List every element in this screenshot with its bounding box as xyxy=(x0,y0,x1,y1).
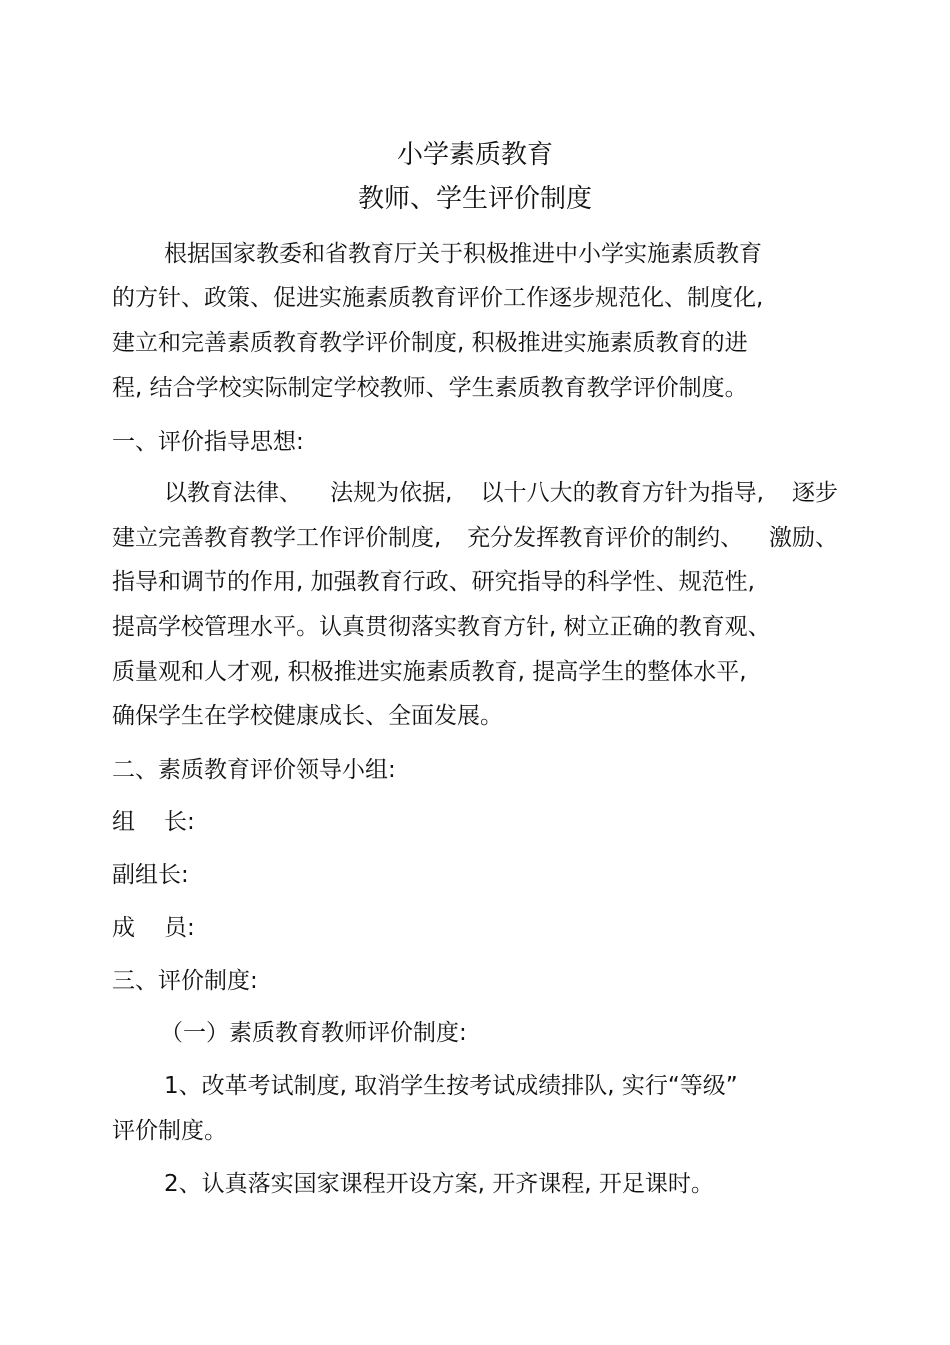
section1-line-2-part: 激励、 xyxy=(769,525,838,551)
doc-title-line1: 小学素质教育 xyxy=(396,140,553,170)
intro-line-3: 建立和完善素质教育教学评价制度, 积极推进实施素质教育的进 xyxy=(112,330,748,356)
section1-line-2-part: 充分发挥教育评价的制约、 xyxy=(467,525,744,551)
item1-line-2: 评价制度。 xyxy=(112,1118,227,1144)
member-label-char: 成 xyxy=(112,915,135,941)
section2-heading: 二、素质教育评价领导小组: xyxy=(112,757,396,783)
doc-title-line2: 教师、学生评价制度 xyxy=(357,184,592,214)
intro-line-2: 的方针、政策、促进实施素质教育评价工作逐步规范化、制度化, xyxy=(112,285,764,311)
deputy-leader-label: 副组长: xyxy=(112,862,189,888)
intro-line-4: 程, 结合学校实际制定学校教师、学生素质教育教学评价制度。 xyxy=(112,375,748,401)
section3-heading: 三、评价制度: xyxy=(112,968,258,994)
member-field xyxy=(112,914,195,942)
leader-label-char: 组 xyxy=(112,809,135,835)
section1-line-6: 确保学生在学校健康成长、全面发展。 xyxy=(112,703,503,729)
member-label: 员: xyxy=(164,915,195,941)
section1-line-1-part: 以教育法律、 xyxy=(164,480,302,506)
section1-line-4: 提高学校管理水平。认真贯彻落实教育方针, 树立正确的教育观、 xyxy=(112,614,771,640)
section1-line-2 xyxy=(112,524,838,552)
section1-line-1-part: 逐步 xyxy=(792,480,838,506)
section1-line-2-part: 建立完善教育教学工作评价制度, xyxy=(112,525,442,551)
section1-line-1-part: 法规为依据, xyxy=(330,480,453,506)
section1-line-1-part: 以十八大的教育方针为指导, xyxy=(480,480,764,506)
section1-heading: 一、评价指导思想: xyxy=(112,429,304,455)
leader-field xyxy=(112,808,195,836)
section3-subheading: （一）素质教育教师评价制度: xyxy=(160,1020,467,1046)
item1-line-1: 1、改革考试制度, 取消学生按考试成绩排队, 实行“等级” xyxy=(164,1073,738,1099)
section1-line-5: 质量观和人才观, 积极推进实施素质教育, 提高学生的整体水平, xyxy=(112,659,747,685)
section1-line-3: 指导和调节的作用, 加强教育行政、研究指导的科学性、规范性, xyxy=(112,569,755,595)
item2-line: 2、认真落实国家课程开设方案, 开齐课程, 开足课时。 xyxy=(164,1171,714,1197)
section1-line-1 xyxy=(164,479,838,507)
leader-label: 长: xyxy=(164,809,195,835)
intro-line-1: 根据国家教委和省教育厅关于积极推进中小学实施素质教育 xyxy=(164,241,762,267)
